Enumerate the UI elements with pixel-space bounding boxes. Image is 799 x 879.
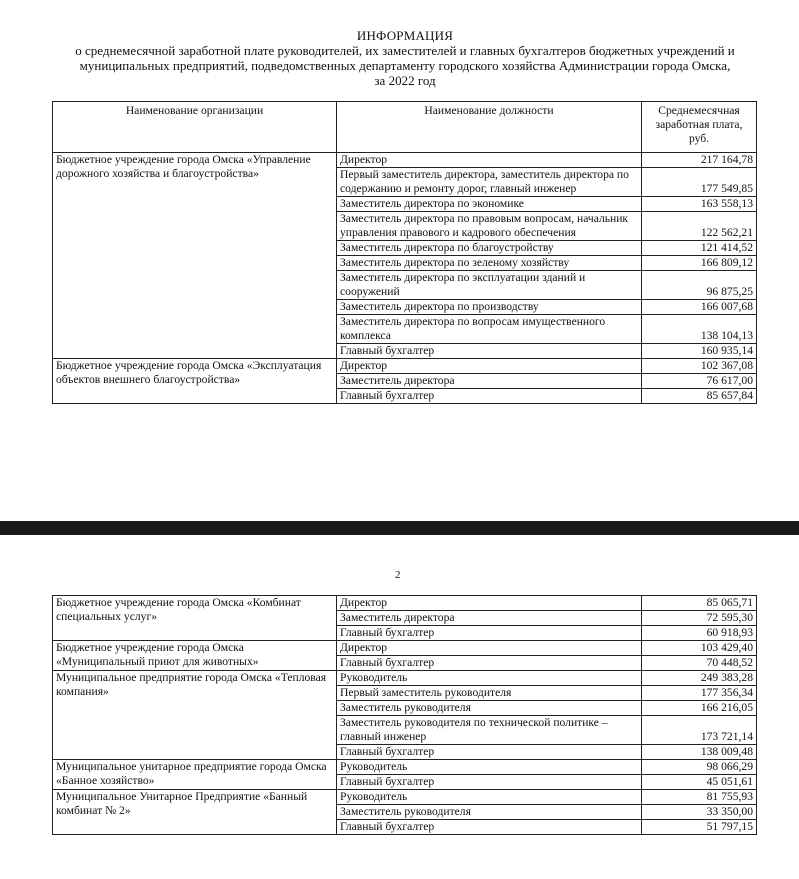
position-cell: Руководитель bbox=[337, 760, 642, 775]
position-cell: Заместитель директора bbox=[337, 611, 642, 626]
position-cell: Заместитель директора по правовым вопросам, начальник управления правового и кадрового обеспечения bbox=[337, 212, 642, 241]
table-row bbox=[53, 671, 757, 686]
table-row bbox=[53, 790, 757, 805]
position-cell: Руководитель bbox=[337, 790, 642, 805]
salary-cell: 160 935,14 bbox=[642, 344, 757, 359]
salary-cell: 45 051,61 bbox=[642, 775, 757, 790]
position-cell: Заместитель руководителя bbox=[337, 805, 642, 820]
table-row bbox=[53, 153, 757, 168]
organization-name-cell: Бюджетное учреждение города Омска «Управление дорожного хозяйства и благоустройства» bbox=[53, 153, 337, 359]
salary-cell: 166 216,05 bbox=[642, 701, 757, 716]
salary-table-page-2 bbox=[52, 595, 757, 835]
position-cell: Главный бухгалтер bbox=[337, 745, 642, 760]
organization-name-cell: Бюджетное учреждение города Омска «Муниципальный приют для животных» bbox=[53, 641, 337, 671]
document-header bbox=[40, 28, 770, 88]
salary-cell: 98 066,29 bbox=[642, 760, 757, 775]
salary-cell: 102 367,08 bbox=[642, 359, 757, 374]
salary-cell: 138 009,48 bbox=[642, 745, 757, 760]
position-cell: Директор bbox=[337, 641, 642, 656]
position-cell: Заместитель директора по эксплуатации зданий и сооружений bbox=[337, 271, 642, 300]
document-subtitle-line-3: за 2022 год bbox=[374, 73, 436, 88]
salary-cell: 166 007,68 bbox=[642, 300, 757, 315]
document-subtitle-line-2: муниципальных предприятий, подведомственных департаменту городского хозяйства Администрации города Омска, bbox=[79, 58, 731, 73]
position-cell: Главный бухгалтер bbox=[337, 344, 642, 359]
salary-cell: 81 755,93 bbox=[642, 790, 757, 805]
salary-cell: 177 356,34 bbox=[642, 686, 757, 701]
salary-table-page-1 bbox=[52, 101, 757, 404]
salary-cell: 70 448,52 bbox=[642, 656, 757, 671]
position-cell: Заместитель руководителя bbox=[337, 701, 642, 716]
position-cell: Главный бухгалтер bbox=[337, 820, 642, 835]
position-cell: Главный бухгалтер bbox=[337, 626, 642, 641]
table-row bbox=[53, 596, 757, 611]
position-cell: Главный бухгалтер bbox=[337, 389, 642, 404]
salary-cell: 85 657,84 bbox=[642, 389, 757, 404]
salary-cell: 166 809,12 bbox=[642, 256, 757, 271]
position-cell: Директор bbox=[337, 153, 642, 168]
salary-cell: 138 104,13 bbox=[642, 315, 757, 344]
position-cell: Заместитель директора bbox=[337, 374, 642, 389]
table-row bbox=[53, 641, 757, 656]
organization-name-cell: Муниципальное унитарное предприятие города Омска «Банное хозяйство» bbox=[53, 760, 337, 790]
salary-cell: 96 875,25 bbox=[642, 271, 757, 300]
document-title: ИНФОРМАЦИЯ bbox=[356, 28, 454, 43]
position-cell: Главный бухгалтер bbox=[337, 656, 642, 671]
salary-cell: 249 383,28 bbox=[642, 671, 757, 686]
salary-cell: 173 721,14 bbox=[642, 716, 757, 745]
salary-cell: 121 414,52 bbox=[642, 241, 757, 256]
salary-cell: 60 918,93 bbox=[642, 626, 757, 641]
table-row bbox=[53, 760, 757, 775]
table-row bbox=[53, 359, 757, 374]
position-cell: Заместитель директора по экономике bbox=[337, 197, 642, 212]
salary-cell: 33 350,00 bbox=[642, 805, 757, 820]
salary-cell: 122 562,21 bbox=[642, 212, 757, 241]
column-header-position: Наименование должности bbox=[337, 102, 642, 153]
position-cell: Директор bbox=[337, 359, 642, 374]
column-header-organization: Наименование организации bbox=[53, 102, 337, 153]
salary-cell: 103 429,40 bbox=[642, 641, 757, 656]
salary-cell: 163 558,13 bbox=[642, 197, 757, 212]
position-cell: Первый заместитель руководителя bbox=[337, 686, 642, 701]
position-cell: Руководитель bbox=[337, 671, 642, 686]
document-subtitle-line-1: о среднемесячной заработной плате руководителей, их заместителей и главных бухгалтеров бюджетных учреждений и bbox=[75, 43, 735, 58]
position-cell: Заместитель директора по вопросам имущественного комплекса bbox=[337, 315, 642, 344]
salary-cell: 51 797,15 bbox=[642, 820, 757, 835]
document-page-2 bbox=[0, 535, 799, 879]
position-cell: Главный бухгалтер bbox=[337, 775, 642, 790]
position-cell: Директор bbox=[337, 596, 642, 611]
page-separator bbox=[0, 521, 799, 535]
organization-name-cell: Муниципальное предприятие города Омска «Тепловая компания» bbox=[53, 671, 337, 760]
position-cell: Заместитель директора по благоустройству bbox=[337, 241, 642, 256]
column-header-salary: Среднемесячная заработная плата, руб. bbox=[642, 102, 757, 153]
salary-cell: 217 164,78 bbox=[642, 153, 757, 168]
position-cell: Заместитель директора по зеленому хозяйству bbox=[337, 256, 642, 271]
organization-name-cell: Бюджетное учреждение города Омска «Комбинат специальных услуг» bbox=[53, 596, 337, 641]
position-cell: Заместитель директора по производству bbox=[337, 300, 642, 315]
organization-name-cell: Муниципальное Унитарное Предприятие «Банный комбинат № 2» bbox=[53, 790, 337, 835]
salary-cell: 85 065,71 bbox=[642, 596, 757, 611]
position-cell: Первый заместитель директора, заместитель директора по содержанию и ремонту дорог, главный инженер bbox=[337, 168, 642, 197]
salary-cell: 76 617,00 bbox=[642, 374, 757, 389]
organization-name-cell: Бюджетное учреждение города Омска «Эксплуатация объектов внешнего благоустройства» bbox=[53, 359, 337, 404]
page-number: 2 bbox=[395, 569, 401, 581]
salary-cell: 72 595,30 bbox=[642, 611, 757, 626]
position-cell: Заместитель руководителя по технической политике – главный инженер bbox=[337, 716, 642, 745]
salary-cell: 177 549,85 bbox=[642, 168, 757, 197]
